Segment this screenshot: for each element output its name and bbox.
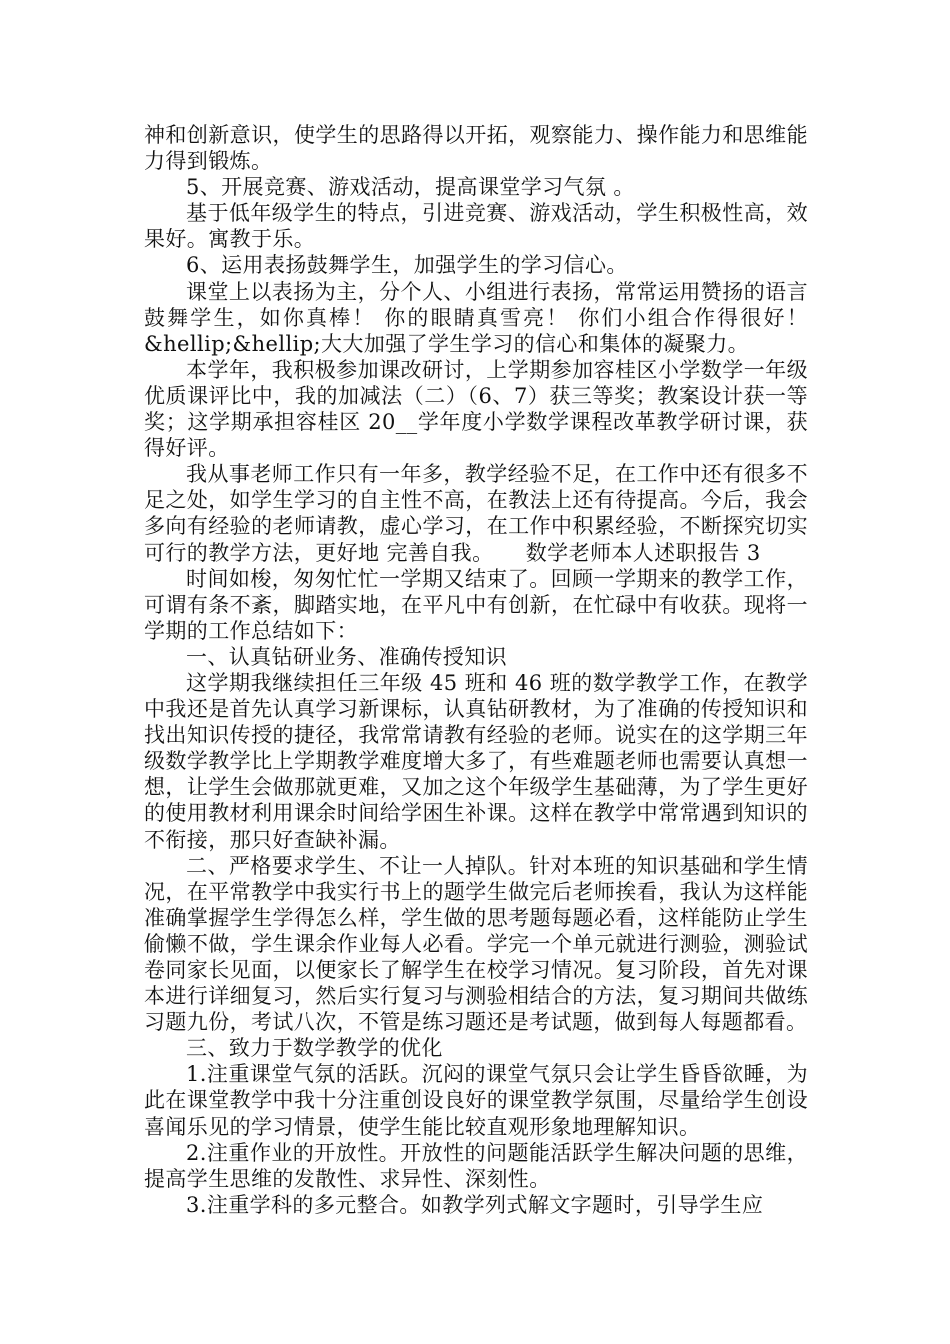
paragraph-13: 1.注重课堂气氛的活跃。沉闷的课堂气氛只会让学生昏昏欲睡，为此在课堂教学中我十分注重创设良好的课堂教学氛围，尽量给学生创设喜闻乐见的学习情景，使学生能比较直观形象地理解知识。	[144, 1062, 808, 1139]
paragraph-15: 3.注重学科的多元整合。如教学列式解文字题时，引导学生应	[186, 1192, 764, 1217]
paragraph-7: 我从事老师工作只有一年多，教学经验不足，在工作中还有很多不足之处，如学生学习的自主性不高，在教法上还有待提高。今后，我会多向有经验的老师请教，虚心学习，在工作中积累经验，不断探究切实可行的教学方法，更好地 完善自我。 数学老师本人述职报告 3	[144, 462, 808, 565]
paragraph-11: 二、严格要求学生、不让一人掉队。针对本班的知识基础和学生情况，在平常教学中我实行书上的题学生做完后老师挨看，我认为这样能准确掌握学生学得怎么样，学生做的思考题每题必看，这样能防止学生偷懒不做，学生课余作业每人必看。学完一个单元就进行测验，测验试卷同家长见面，以便家长了解学生在校学习情况。复习阶段，首先对课本进行详细复习，然后实行复习与测验相结合的方法，复习期间共做练习题九份，考试八次，不管是练习题还是考试题，做到每人每题都看。	[144, 853, 808, 1035]
paragraph-14: 2.注重作业的开放性。开放性的问题能活跃学生解决问题的思维，提高学生思维的发散性、求异性、深刻性。	[144, 1140, 808, 1191]
section-heading-1: 一、认真钻研业务、准确传授知识	[186, 644, 507, 669]
paragraph-4: 6、运用表扬鼓舞学生，加强学生的学习信心。	[186, 253, 628, 278]
paragraph-8: 时间如梭，匆匆忙忙一学期又结束了。回顾一学期来的教学工作，可谓有条不紊，脚踏实地，在平凡中有创新，在忙碌中有收获。现将一学期的工作总结如下：	[144, 566, 808, 643]
paragraph-1: 神和创新意识，使学生的思路得以开拓，观察能力、操作能力和思维能力得到锻炼。	[144, 123, 808, 174]
section-heading-3: 三、致力于数学教学的优化	[186, 1036, 443, 1061]
paragraph-3: 基于低年级学生的特点，引进竞赛、游戏活动，学生积极性高，效果好。寓教于乐。	[144, 201, 808, 252]
paragraph-10: 这学期我继续担任三年级 45 班和 46 班的数学教学工作，在教学中我还是首先认真学习新课标，认真钻研教材，为了准确的传授知识和找出知识传授的捷径，我常常请教有经验的老师。说实在的这学期三年级数学教学比上学期教学难度增大多了，有些难题老师也需要认真想一想，让学生会做那就更难，又加之这个年级学生基础薄，为了学生更好的使用教材利用课余时间给学困生补课。这样在教学中常常遇到知识的不衔接，那只好查缺补漏。	[144, 670, 808, 852]
paragraph-5: 课堂上以表扬为主，分个人、小组进行表扬，常常运用赞扬的语言鼓舞学生，如你真棒！ 你的眼睛真雪亮！ 你们小组合作得很好！&hellip;&hellip;大大加强了学生学习的信心和集体的凝聚力。	[144, 279, 808, 356]
paragraph-2: 5、开展竞赛、游戏活动，提高课堂学习气氛 。	[186, 175, 635, 200]
paragraph-6: 本学年，我积极参加课改研讨，上学期参加容桂区小学数学一年级优质课评比中，我的加减法（二）（6、7）获三等奖；教案设计获一等奖；这学期承担容桂区 20__学年度小学数学课程改革教学研讨课，获得好评。	[144, 357, 808, 461]
document-body	[144, 122, 808, 1218]
